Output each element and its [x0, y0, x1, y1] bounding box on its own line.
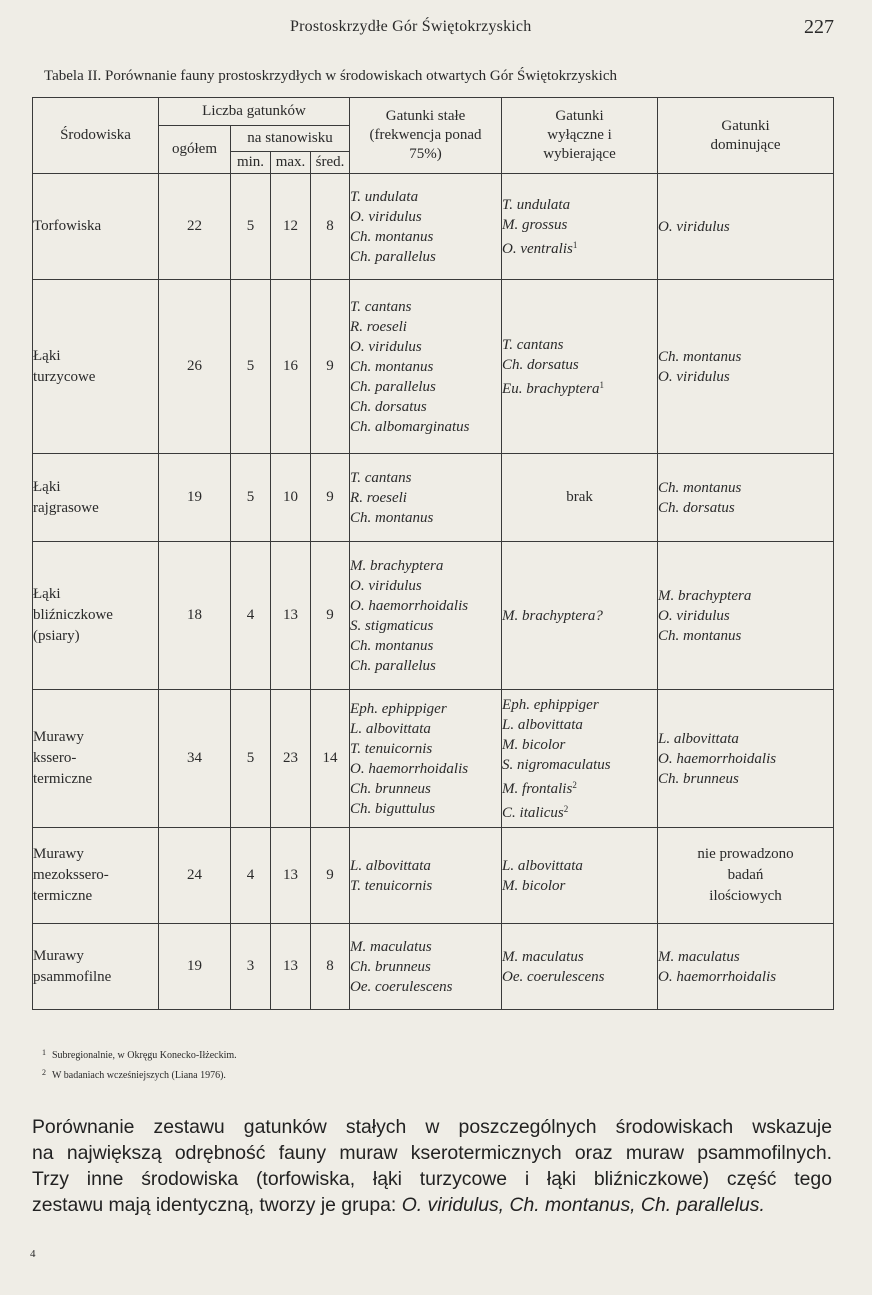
- footnote-ref: 2: [572, 779, 577, 790]
- body-line: Porównanie zestawu gatunków stałych w poszczególnych środowiskach wskazuje: [32, 1116, 832, 1138]
- species-name: O. viridulus: [658, 607, 730, 624]
- cell-max: 13: [271, 924, 311, 1010]
- body-line: Trzy inne środowiska (torfowiska, łąki turzycowe i łąki bliźniczkowe) część tego: [32, 1168, 832, 1190]
- species-entry: [502, 335, 657, 355]
- species-name: O. viridulus: [658, 368, 730, 385]
- cell-dominant-species: [658, 690, 834, 828]
- cell-exclusive-species: [502, 924, 658, 1010]
- cell-min: 4: [231, 542, 271, 690]
- species-entry: [502, 856, 657, 876]
- species-name: L. albovittata: [350, 720, 431, 737]
- species-name: Ch. brunneus: [658, 770, 739, 787]
- cell-constant-species: [350, 174, 502, 280]
- species-name: Ch. parallelus: [350, 657, 436, 674]
- cell-total: 18: [159, 542, 231, 690]
- species-name: L. albovittata: [502, 857, 583, 874]
- species-entry: [502, 606, 657, 626]
- cell-max: 12: [271, 174, 311, 280]
- species-entry: [502, 235, 657, 259]
- cell-min: 3: [231, 924, 271, 1010]
- cell-exclusive-species: [502, 828, 658, 924]
- species-name: Ch. montanus: [350, 509, 434, 526]
- species-name: M. grossus: [502, 216, 568, 233]
- species-name: Eph. ephippiger: [350, 700, 447, 717]
- cell-total: 26: [159, 280, 231, 454]
- cell-environment: [33, 924, 159, 1010]
- species-entry: [502, 375, 657, 399]
- species-name: S. nigromaculatus: [502, 756, 611, 773]
- header-per-site: na stanowisku: [231, 126, 350, 152]
- species-entry: [502, 215, 657, 235]
- header-count-group: Liczba gatunków: [159, 98, 350, 126]
- header-constant: [350, 98, 502, 174]
- species-name: T. cantans: [502, 336, 564, 353]
- cell-avg: 8: [311, 174, 350, 280]
- header-avg: śred.: [311, 152, 350, 174]
- cell-avg: 9: [311, 828, 350, 924]
- footnote-mark: 2: [42, 1068, 46, 1077]
- species-name: Oe. coerulescens: [350, 978, 453, 995]
- header-total: ogółem: [159, 126, 231, 174]
- species-name: M. brachyptera: [350, 557, 444, 574]
- cell-min: 5: [231, 454, 271, 542]
- environment-name-line: Murawy: [33, 947, 84, 964]
- species-name: Ch. montanus: [350, 358, 434, 375]
- cell-constant-species: [350, 542, 502, 690]
- footnote-ref: 1: [572, 239, 578, 250]
- species-name: Ch. parallelus: [350, 378, 436, 395]
- table-row: [33, 280, 834, 454]
- cell-total: 19: [159, 454, 231, 542]
- footnote: [42, 1044, 237, 1064]
- note-line: nie prowadzono: [697, 846, 794, 862]
- species-name: L. albovittata: [502, 716, 583, 733]
- environment-name-line: (psiary): [33, 628, 80, 644]
- environment-name-line: Murawy: [33, 846, 84, 862]
- species-name: T. cantans: [350, 469, 412, 486]
- species-entry: [502, 775, 657, 799]
- cell-dominant-species: [658, 174, 834, 280]
- environment-name-line: Łąki: [33, 586, 61, 602]
- cell-constant-species: [350, 828, 502, 924]
- footnote-text: Subregionalnie, w Okręgu Konecko-Iłżeckim.: [52, 1050, 237, 1061]
- header-dominant-line: Gatunki: [721, 117, 770, 134]
- cell-environment: [33, 174, 159, 280]
- cell-avg: 9: [311, 454, 350, 542]
- species-entry: [502, 755, 657, 775]
- cell-dominant-species: [658, 280, 834, 454]
- species-entry: [502, 799, 657, 823]
- species-name: Oe. coerulescens: [502, 968, 605, 985]
- species-entry: [502, 355, 657, 375]
- species-name: M. brachyptera: [658, 587, 752, 604]
- species-name: Eph. ephippiger: [502, 696, 599, 713]
- cell-min: 4: [231, 828, 271, 924]
- environment-name-line: termiczne: [33, 888, 93, 904]
- header-min: min.: [231, 152, 271, 174]
- environment-name-line: turzycowe: [33, 368, 96, 385]
- species-name: L. albovittata: [350, 857, 431, 874]
- cell-avg: 9: [311, 542, 350, 690]
- cell-dominant-species: [658, 542, 834, 690]
- species-name: T. undulata: [350, 188, 419, 205]
- header-constant-line: (frekwencja ponad: [369, 127, 482, 143]
- environment-name-line: bliźniczkowe: [33, 607, 113, 623]
- environment-name-line: mezokssero-: [33, 867, 109, 883]
- species-entry: [502, 195, 657, 215]
- species-name: O. ventralis: [502, 240, 573, 257]
- header-max: max.: [271, 152, 311, 174]
- footnote-ref: 1: [599, 379, 605, 390]
- environment-name-line: kssero-: [33, 750, 77, 766]
- table-row: [33, 690, 834, 828]
- species-name: M. bicolor: [502, 736, 566, 753]
- species-name: Ch. dorsatus: [350, 398, 427, 415]
- cell-min: 5: [231, 280, 271, 454]
- species-name: Ch. biguttulus: [350, 800, 436, 817]
- species-name: O. viridulus: [350, 208, 422, 225]
- species-name: O. viridulus: [658, 218, 730, 235]
- species-name: L. albovittata: [658, 730, 739, 747]
- cell-min: 5: [231, 174, 271, 280]
- page-header: [0, 18, 872, 44]
- species-name: M. maculatus: [350, 938, 432, 955]
- fauna-table: [32, 97, 834, 1010]
- species-name: O. haemorrhoidalis: [350, 597, 469, 614]
- species-name: Eu. brachyptera: [502, 380, 600, 397]
- header-exclusive-line: Gatunki: [555, 108, 604, 124]
- cell-exclusive-species: brak: [502, 454, 658, 542]
- header-env: Środowiska: [33, 98, 159, 174]
- header-dominant-line: dominujące: [710, 136, 781, 153]
- cell-constant-species: [350, 454, 502, 542]
- cell-dominant-species: [658, 924, 834, 1010]
- species-name: S. stigmaticus: [350, 617, 434, 634]
- footnote-ref: 2: [563, 803, 569, 814]
- species-name: Ch. brunneus: [350, 958, 431, 975]
- cell-avg: 8: [311, 924, 350, 1010]
- cell-exclusive-species: [502, 542, 658, 690]
- footnote: [42, 1064, 237, 1084]
- table-row: [33, 454, 834, 542]
- species-name: Ch. montanus: [658, 348, 742, 365]
- table-row: [33, 542, 834, 690]
- cell-environment: [33, 542, 159, 690]
- species-name: Ch. montanus: [658, 479, 742, 496]
- cell-environment: [33, 828, 159, 924]
- species-name: O. haemorrhoidalis: [658, 750, 777, 767]
- body-line: [32, 1192, 832, 1218]
- header-exclusive: [502, 98, 658, 174]
- body-species: O. viridulus, Ch. montanus, Ch. parallelus.: [401, 1194, 765, 1216]
- species-name: Ch. dorsatus: [658, 499, 735, 516]
- species-name: M. maculatus: [658, 948, 740, 965]
- species-name: M. bicolor: [502, 877, 566, 894]
- cell-total: 19: [159, 924, 231, 1010]
- table-row: [33, 924, 834, 1010]
- cell-environment: [33, 280, 159, 454]
- species-name: T. tenuicornis: [350, 877, 433, 894]
- header-exclusive-line: wybierające: [543, 146, 616, 162]
- table-row: [33, 828, 834, 924]
- cell-avg: 9: [311, 280, 350, 454]
- table-row: [33, 174, 834, 280]
- footnote-mark: 1: [42, 1048, 46, 1057]
- cell-dominant-species: [658, 454, 834, 542]
- cell-avg: 14: [311, 690, 350, 828]
- cell-min: 5: [231, 690, 271, 828]
- cell-max: 16: [271, 280, 311, 454]
- species-entry: [502, 947, 657, 967]
- species-name: C. italicus: [502, 804, 564, 821]
- species-name: Ch. dorsatus: [502, 356, 579, 373]
- cell-max: 13: [271, 828, 311, 924]
- species-name: Ch. parallelus: [350, 248, 436, 265]
- cell-exclusive-species: [502, 174, 658, 280]
- environment-name-line: rajgrasowe: [33, 499, 99, 516]
- cell-constant-species: [350, 924, 502, 1010]
- species-name: O. viridulus: [350, 577, 422, 594]
- cell-total: 34: [159, 690, 231, 828]
- cell-exclusive-species: [502, 280, 658, 454]
- species-name: T. undulata: [502, 196, 571, 213]
- species-entry: [502, 735, 657, 755]
- species-name: O. haemorrhoidalis: [658, 968, 777, 985]
- species-name: Ch. montanus: [350, 228, 434, 245]
- species-entry: [502, 967, 657, 987]
- header-dominant: [658, 98, 834, 174]
- species-name: Ch. albomarginatus: [350, 418, 470, 435]
- body-line-text: zestawu mają identyczną, tworzy je grupa:: [32, 1194, 402, 1216]
- body-line: na największą odrębność fauny muraw kserotermicznych oraz muraw psammofilnych.: [32, 1142, 832, 1164]
- footnote-text: W badaniach wcześniejszych (Liana 1976).: [52, 1070, 226, 1081]
- table-caption: Tabela II. Porównanie fauny prostoskrzydłych w środowiskach otwartych Gór Świętokrzyskich: [44, 68, 617, 84]
- species-name: M. frontalis: [502, 780, 573, 797]
- body-paragraph: [32, 1114, 832, 1218]
- species-name: O. viridulus: [350, 338, 422, 355]
- cell-constant-species: [350, 280, 502, 454]
- species-name: O. haemorrhoidalis: [350, 760, 469, 777]
- species-name: Ch. montanus: [350, 637, 434, 654]
- page-number: 227: [804, 16, 834, 38]
- species-name: Ch. montanus: [658, 627, 742, 644]
- header-exclusive-line: wyłączne i: [547, 127, 612, 143]
- species-name: R. roeseli: [350, 318, 407, 335]
- header-constant-line: 75%): [409, 146, 442, 162]
- cell-max: 10: [271, 454, 311, 542]
- cell-environment: [33, 454, 159, 542]
- cell-max: 23: [271, 690, 311, 828]
- header-constant-line: Gatunki stałe: [385, 108, 466, 124]
- environment-name-line: termiczne: [33, 771, 93, 787]
- note-line: badań: [727, 867, 764, 883]
- folio-number: 4: [30, 1248, 36, 1260]
- cell-environment: [33, 690, 159, 828]
- species-name: M. brachyptera?: [502, 607, 603, 624]
- environment-name-line: Łąki: [33, 347, 61, 364]
- cell-dominant-species: [658, 828, 834, 924]
- species-name: T. tenuicornis: [350, 740, 433, 757]
- cell-constant-species: [350, 690, 502, 828]
- species-entry: [502, 876, 657, 896]
- note-line: ilościowych: [709, 888, 782, 904]
- environment-name-line: Torfowiska: [33, 218, 102, 234]
- running-title: Prostoskrzydłe Gór Świętokrzyskich: [290, 18, 532, 35]
- species-name: M. maculatus: [502, 948, 584, 965]
- species-entry: [502, 715, 657, 735]
- species-name: R. roeseli: [350, 489, 407, 506]
- cell-total: 24: [159, 828, 231, 924]
- table-body: [33, 174, 834, 1010]
- cell-total: 22: [159, 174, 231, 280]
- species-name: T. cantans: [350, 298, 412, 315]
- footnotes: [42, 1044, 237, 1084]
- environment-name-line: Murawy: [33, 729, 84, 745]
- species-entry: [502, 695, 657, 715]
- cell-max: 13: [271, 542, 311, 690]
- environment-name-line: Łąki: [33, 478, 61, 495]
- species-name: Ch. brunneus: [350, 780, 431, 797]
- environment-name-line: psammofilne: [33, 968, 112, 985]
- cell-exclusive-species: [502, 690, 658, 828]
